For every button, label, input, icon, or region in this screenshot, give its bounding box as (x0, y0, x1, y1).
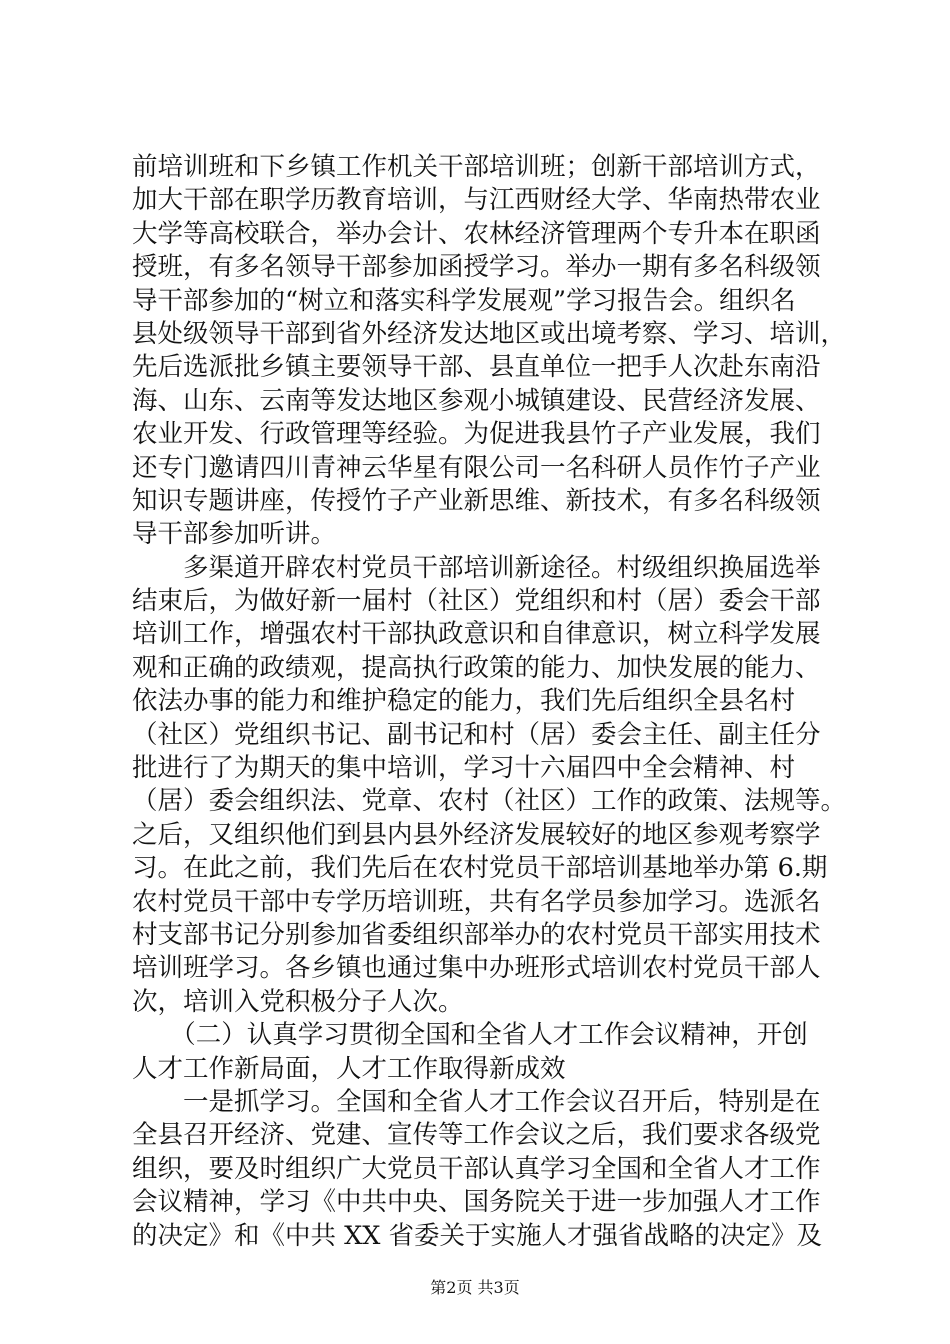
text-line: 多渠道开辟农村党员干部培训新途径。村级组织换届选举 (132, 552, 821, 583)
text-line: （社区）党组织书记、副书记和村（居）委会主任、副主任分 (132, 719, 821, 750)
text-line: 还专门邀请四川青神云华星有限公司一名科研人员作竹子产业 (132, 452, 821, 483)
text-line: 知识专题讲座，传授竹子产业新思维、新技术，有多名科级领 (132, 485, 821, 516)
text-line: （居）委会组织法、党章、农村（社区）工作的政策、法规等。 (132, 786, 847, 817)
text-line: 一是抓学习。全国和全省人才工作会议召开后，特别是在 (132, 1086, 821, 1117)
text-line: 村支部书记分别参加省委组织部举办的农村党员干部实用技术 (132, 919, 821, 950)
text-line: 观和正确的政绩观，提高执行政策的能力、加快发展的能力、 (132, 652, 821, 683)
text-line: 的决定》和《中共 XX 省委关于实施人才强省战略的决定》及 (132, 1220, 823, 1251)
text-line: 县处级领导干部到省外经济发达地区或出境考察、学习、培训， (132, 318, 847, 349)
text-line: 全县召开经济、党建、宣传等工作会议之后，我们要求各级党 (132, 1120, 821, 1151)
text-line: 农业开发、行政管理等经验。为促进我县竹子产业发展，我们 (132, 419, 821, 450)
page-footer: 第2页 共3页 (430, 1278, 520, 1297)
text-line: 次，培训入党积极分子人次。 (132, 986, 464, 1017)
text-line: 习。在此之前，我们先后在农村党员干部培训基地举办第 6.期 (132, 853, 828, 884)
text-line: 会议精神，学习《中共中央、国务院关于进一步加强人才工作 (132, 1187, 821, 1218)
body-text (132, 151, 847, 1253)
text-line: 依法办事的能力和维护稳定的能力，我们先后组织全县名村 (132, 686, 796, 717)
text-line: 海、山东、云南等发达地区参观小城镇建设、民营经济发展、 (132, 385, 821, 416)
text-line: 批进行了为期天的集中培训，学习十六届四中全会精神、村 (132, 753, 796, 784)
text-line: 人才工作新局面，人才工作取得新成效 (132, 1053, 566, 1084)
text-line: 结束后，为做好新一届村（社区）党组织和村（居）委会干部 (132, 586, 821, 617)
text-line: 之后，又组织他们到县内县外经济发展较好的地区参观考察学 (132, 819, 821, 850)
text-line: 导干部参加听讲。 (132, 519, 337, 550)
text-line: 组织，要及时组织广大党员干部认真学习全国和全省人才工作 (132, 1153, 821, 1184)
text-line: 大学等高校联合，举办会计、农林经济管理两个专升本在职函 (132, 218, 821, 249)
text-line: 前培训班和下乡镇工作机关干部培训班；创新干部培训方式， (132, 152, 821, 182)
text-line: 培训工作，增强农村干部执政意识和自律意识，树立科学发展 (132, 619, 821, 650)
text-line: （二）认真学习贯彻全国和全省人才工作会议精神，开创 (132, 1020, 808, 1051)
text-line: 加大干部在职学历教育培训，与江西财经大学、华南热带农业 (132, 185, 821, 216)
text-line: 农村党员干部中专学历培训班，共有名学员参加学习。选派名 (132, 886, 821, 917)
text-line: 培训班学习。各乡镇也通过集中办班形式培训农村党员干部人 (132, 953, 821, 984)
text-line: 导干部参加的“树立和落实科学发展观”学习报告会。组织名 (132, 285, 796, 316)
text-line: 授班，有多名领导干部参加函授学习。举办一期有多名科级领 (132, 252, 821, 283)
text-line: 先后选派批乡镇主要领导干部、县直单位一把手人次赴东南沿 (132, 352, 821, 383)
